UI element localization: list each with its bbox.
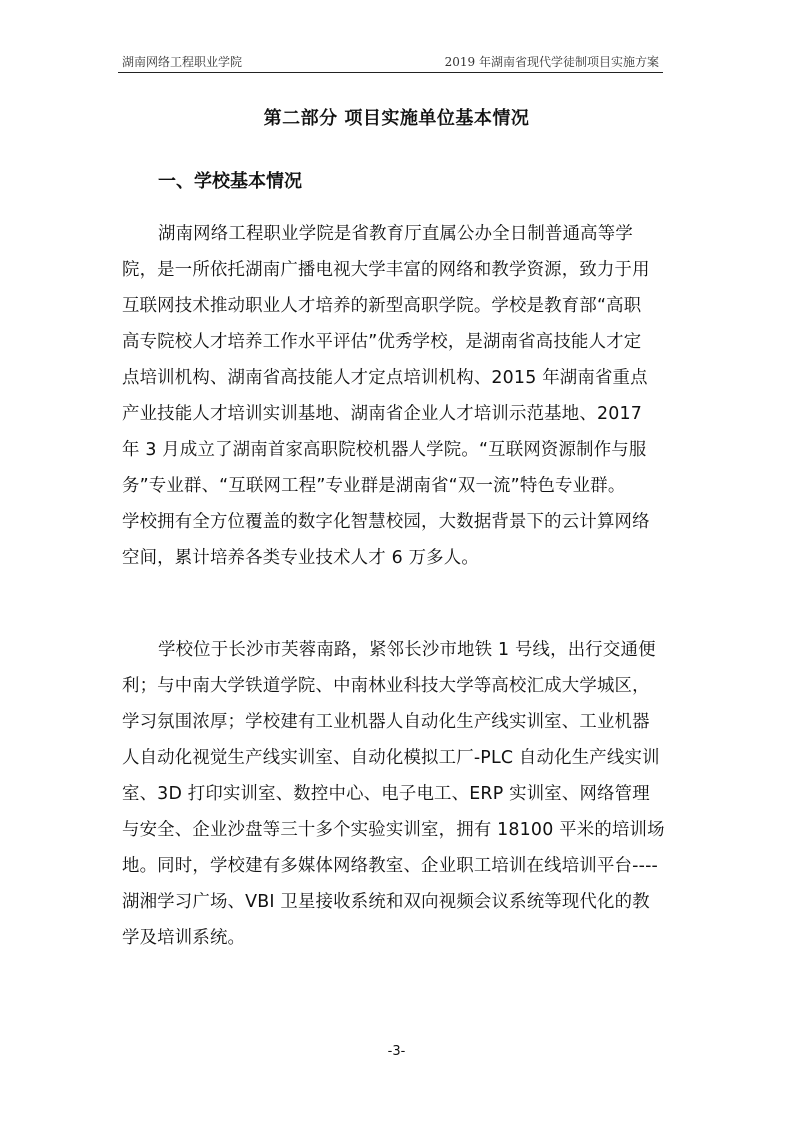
page-number: -3-	[387, 1044, 406, 1059]
paragraph-line: 湖南网络工程职业学院是省教育厅直属公办全日制普通高等学	[158, 224, 633, 244]
paragraph-line: 人自动化视觉生产线实训室、自动化模拟工厂-PLC 自动化生产线实训	[122, 748, 660, 768]
paragraph-line: 利；与中南大学铁道学院、中南林业科技大学等高校汇成大学城区，	[122, 676, 650, 696]
paragraph-line: 互联网技术推动职业人才培养的新型高职学院。学校是教育部“高职	[122, 296, 642, 316]
section-title: 一、学校基本情况	[158, 171, 302, 192]
paragraph-line: 年 3 月成立了湖南首家高职院校机器人学院。“互联网资源制作与服	[122, 440, 647, 460]
paragraph-line: 院，是一所依托湖南广播电视大学丰富的网络和教学资源，致力于用	[122, 260, 650, 280]
paragraph-line: 室、3D 打印实训室、数控中心、电子电工、ERP 实训室、网络管理	[122, 784, 650, 804]
paragraph-line: 学及培训系统。	[122, 928, 246, 948]
paragraph-line: 地。同时，学校建有多媒体网络教室、企业职工培训在线培训平台----	[122, 856, 659, 876]
paragraph-line: 高专院校人才培养工作水平评估”优秀学校，是湖南省高技能人才定	[122, 332, 642, 352]
part-title: 第二部分 项目实施单位基本情况	[263, 108, 530, 129]
header-school-name: 湖南网络工程职业学院	[122, 55, 243, 69]
page-header	[118, 50, 663, 73]
paragraph-2	[122, 632, 672, 956]
paragraph-line: 湖湘学习广场、VBI 卫星接收系统和双向视频会议系统等现代化的教	[122, 892, 650, 912]
paragraph-line: 学习氛围浓厚；学校建有工业机器人自动化生产线实训室、工业机器	[122, 712, 650, 732]
paragraph-line: 空间，累计培养各类专业技术人才 6 万多人。	[122, 548, 479, 568]
paragraph-line: 点培训机构、湖南省高技能人才定点培训机构、2015 年湖南省重点	[122, 368, 648, 388]
paragraph-line: 与安全、企业沙盘等三十多个实验实训室，拥有 18100 平米的培训场	[122, 820, 665, 840]
paragraph-line: 学校拥有全方位覆盖的数字化智慧校园，大数据背景下的云计算网络	[122, 512, 650, 532]
paragraph-line: 学校位于长沙市芙蓉南路，紧邻长沙市地铁 1 号线，出行交通便	[158, 640, 656, 660]
paragraph-line: 产业技能人才培训实训基地、湖南省企业人才培训示范基地、2017	[122, 404, 643, 424]
paragraph-1	[122, 216, 672, 576]
header-document-title: 2019 年湖南省现代学徒制项目实施方案	[444, 55, 659, 69]
paragraph-line: 务”专业群、“互联网工程”专业群是湖南省“双一流”特色专业群。	[122, 476, 626, 496]
